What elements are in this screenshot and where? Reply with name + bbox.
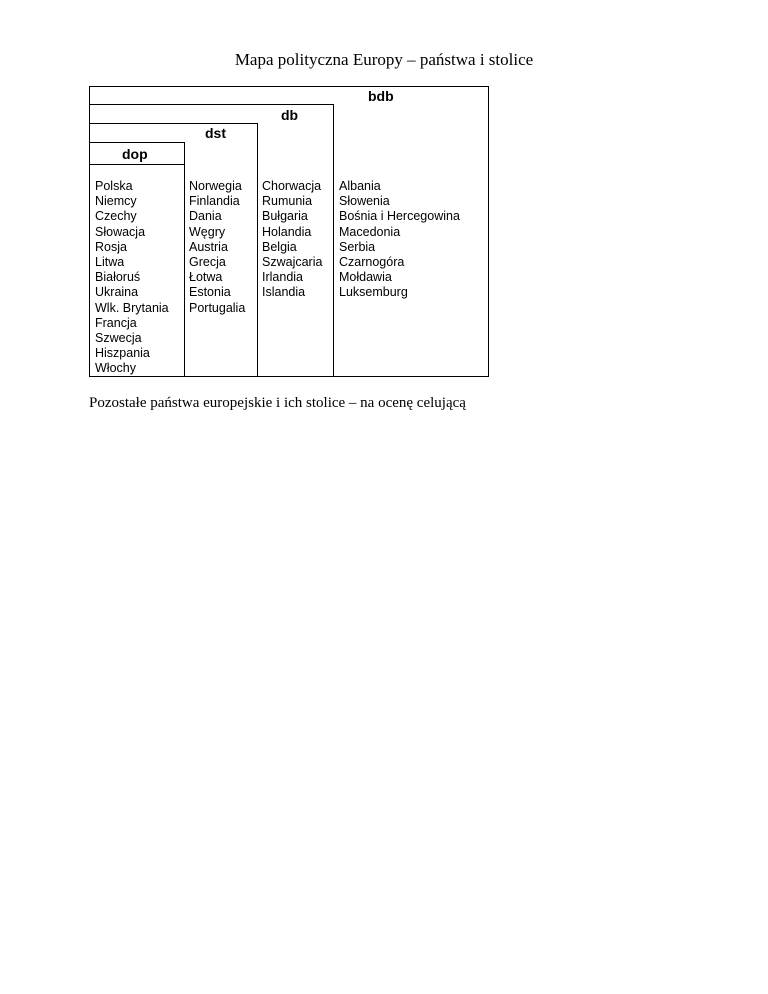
grade-label-db: db (281, 107, 299, 123)
list-item: Luksemburg (339, 285, 408, 300)
list-item: Polska (95, 179, 133, 193)
db-header-divider (89, 123, 257, 124)
list-item: Serbia (339, 239, 376, 254)
list-item: Włochy (95, 361, 136, 376)
list-item: Belgia (262, 239, 297, 254)
list-item: Węgry (189, 224, 226, 239)
dop-country-list (95, 179, 169, 377)
bdb-country-list (339, 179, 460, 301)
list-item: Finlandia (189, 194, 240, 209)
list-item: Czechy (95, 209, 137, 224)
db-country-list (262, 179, 322, 301)
list-item: Austria (189, 239, 228, 254)
list-item: Norwegia (189, 179, 242, 193)
list-item: Mołdawia (339, 270, 392, 285)
list-item: Szwecja (95, 331, 142, 346)
list-item: Wlk. Brytania (95, 300, 169, 315)
list-item: Ukraina (95, 285, 139, 300)
list-item: Holandia (262, 224, 312, 239)
db-column-divider (257, 123, 258, 377)
grade-label-dst: dst (205, 125, 226, 141)
grade-label-dop: dop (122, 146, 148, 162)
page-title: Mapa polityczna Europy – państwa i stolice (234, 50, 534, 69)
list-item: Czarnogóra (339, 255, 405, 270)
list-item: Bułgaria (262, 209, 308, 224)
list-item: Rosja (95, 239, 127, 254)
dst-header-divider (89, 142, 184, 143)
list-item: Islandia (262, 285, 306, 300)
bdb-column-divider (333, 104, 334, 377)
list-item: Litwa (95, 255, 125, 270)
list-item: Francja (95, 315, 137, 330)
list-item: Niemcy (95, 194, 137, 209)
list-item: Portugalia (189, 300, 246, 315)
grade-label-bdb: bdb (368, 88, 394, 104)
dst-country-list (189, 179, 245, 316)
bdb-header-divider (89, 104, 333, 105)
list-item: Łotwa (189, 270, 223, 285)
list-item: Słowacja (95, 224, 146, 239)
list-item: Grecja (189, 255, 226, 270)
dop-header-divider (89, 164, 184, 165)
list-item: Macedonia (339, 224, 401, 239)
list-item: Dania (189, 209, 222, 224)
list-item: Estonia (189, 285, 231, 300)
list-item: Białoruś (95, 270, 141, 285)
list-item: Bośnia i Hercegowina (339, 209, 460, 224)
list-item: Albania (339, 179, 381, 193)
list-item: Chorwacja (262, 179, 322, 193)
list-item: Szwajcaria (262, 255, 323, 270)
list-item: Irlandia (262, 270, 303, 285)
dst-column-divider (184, 142, 185, 377)
footer-note: Pozostałe państwa europejskie i ich stolice – na ocenę celującą (89, 395, 466, 411)
list-item: Słowenia (339, 194, 390, 209)
list-item: Hiszpania (95, 346, 150, 361)
list-item: Rumunia (262, 194, 313, 209)
